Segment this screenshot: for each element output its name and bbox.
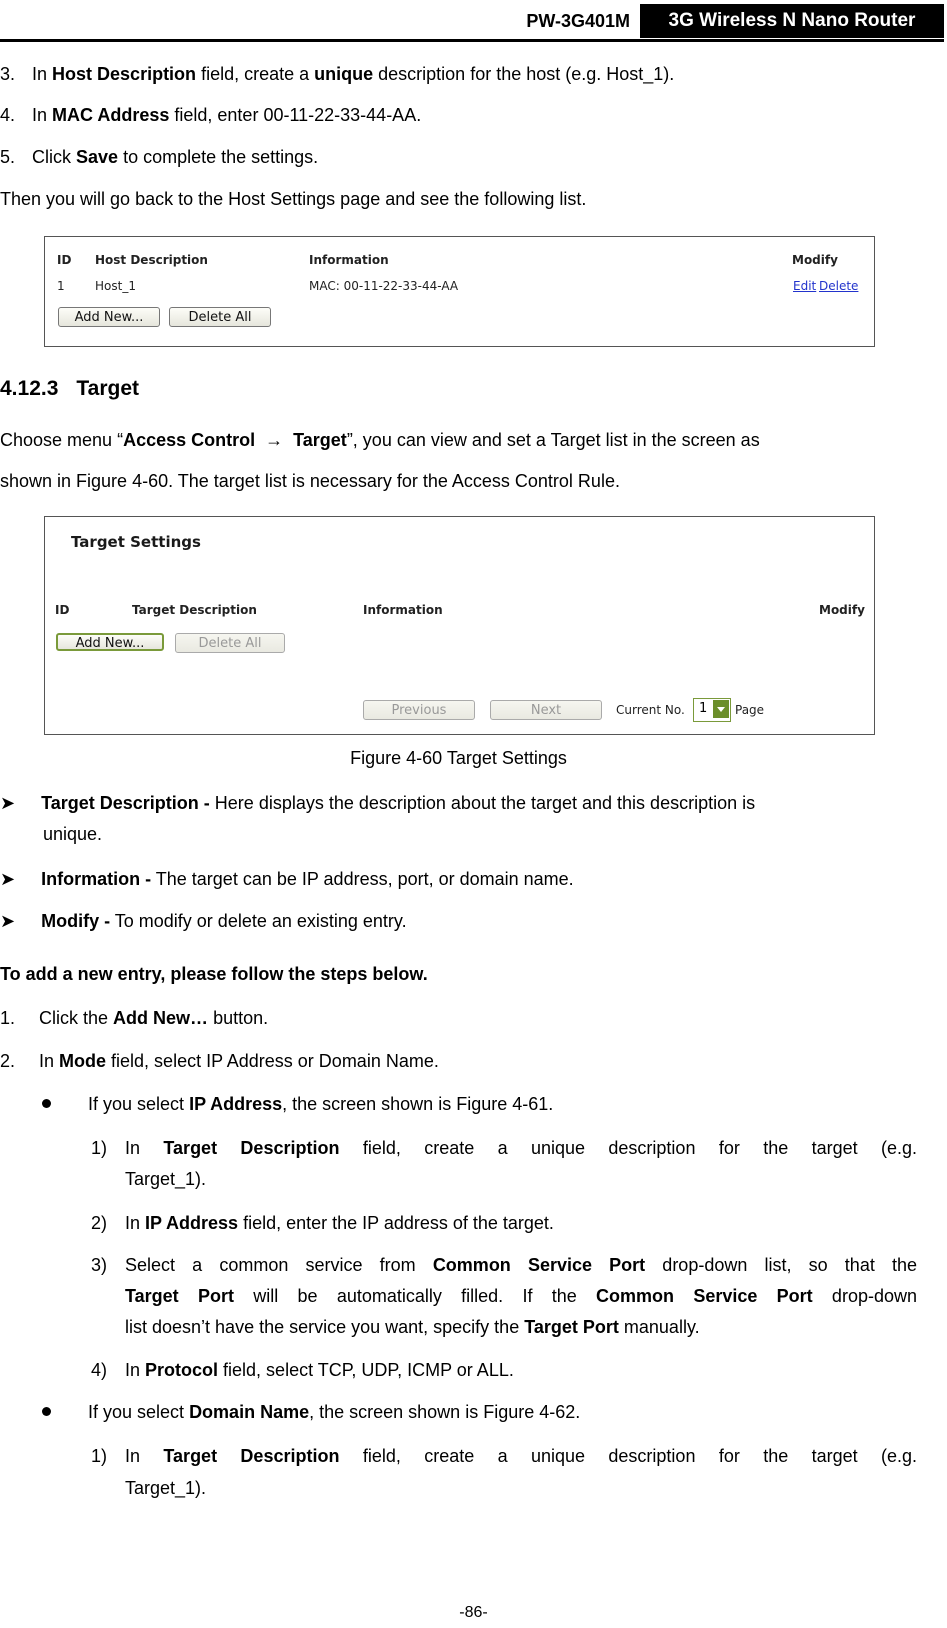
step-2: 2. In Mode field, select IP Address or Domain Name. xyxy=(0,1051,439,1071)
intro-line-1: Choose menu “Access Control → Target”, you can view and set a Target list in the screen as xyxy=(0,430,760,450)
arrow-right-icon: → xyxy=(265,430,284,450)
delete-all-button[interactable]: Delete All xyxy=(175,633,285,653)
ip-step-2-num: 2) xyxy=(91,1213,108,1233)
page-label: Page xyxy=(735,703,765,717)
delete-all-button[interactable]: Delete All xyxy=(169,307,271,327)
current-no-label: Current No. xyxy=(616,703,685,717)
step-1: 1. Click the Add New… button. xyxy=(0,1008,269,1028)
chevron-down-icon xyxy=(713,700,729,718)
ip-step-1-cont: Target_1). xyxy=(125,1169,207,1189)
domain-step-1-cont: Target_1). xyxy=(125,1478,207,1498)
bullet-target-description-cont: unique. xyxy=(43,824,103,844)
page-select-value: 1 xyxy=(699,701,708,716)
col-host-description-header: Host Description xyxy=(95,253,208,267)
col-id-header: ID xyxy=(55,603,70,617)
target-settings-title: Target Settings xyxy=(71,533,201,551)
ip-step-4-num: 4) xyxy=(91,1360,108,1380)
ip-step-3-line-2: Target Port will be automatically filled. If the Common Service Port drop-down xyxy=(125,1286,917,1306)
step-4: 4. In MAC Address field, enter 00-11-22-33-44-AA. xyxy=(0,105,422,125)
edit-link[interactable]: Edit xyxy=(793,279,817,293)
col-modify-header: Modify xyxy=(819,603,865,617)
domain-step-1-num: 1) xyxy=(91,1446,108,1466)
bullet-modify: ➤ Modify - To modify or delete an existing entry. xyxy=(0,911,407,931)
host-list-screenshot xyxy=(44,236,875,347)
bullet-target-description: ➤ Target Description - Here displays the description about the target and this description is xyxy=(0,793,756,813)
col-id-header: ID xyxy=(57,253,72,267)
arrow-bullet-icon: ➤ xyxy=(0,793,16,813)
steps-heading: To add a new entry, please follow the steps below. xyxy=(0,964,428,984)
col-information-header: Information xyxy=(309,253,389,267)
bullet-dot-icon xyxy=(42,1407,51,1416)
ip-step-3-line-1: Select a common service from Common Service Port drop-down list, so that the xyxy=(125,1255,917,1275)
domain-step-1: In Target Description field, create a unique description for the target (e.g. xyxy=(125,1446,917,1466)
bullet-information: ➤ Information - The target can be IP address, port, or domain name. xyxy=(0,869,574,889)
col-information-header: Information xyxy=(363,603,443,617)
row-id: 1 xyxy=(57,279,65,293)
header-title: 3G Wireless N Nano Router xyxy=(640,4,944,38)
ip-step-1-num: 1) xyxy=(91,1138,108,1158)
next-button[interactable]: Next xyxy=(490,700,602,720)
row-information: MAC: 00-11-22-33-44-AA xyxy=(309,279,459,293)
row-host-description: Host_1 xyxy=(95,279,136,293)
domain-name-bullet: If you select Domain Name, the screen shown is Figure 4-62. xyxy=(88,1402,581,1422)
delete-link[interactable]: Delete xyxy=(819,279,859,293)
step-5: 5. Click Save to complete the settings. xyxy=(0,147,319,167)
arrow-bullet-icon: ➤ xyxy=(0,869,16,889)
bullet-dot-icon xyxy=(42,1099,51,1108)
target-settings-screenshot xyxy=(44,516,875,735)
ip-step-3-num: 3) xyxy=(91,1255,108,1275)
arrow-bullet-icon: ➤ xyxy=(0,911,16,931)
ip-step-4: In Protocol field, select TCP, UDP, ICMP or ALL. xyxy=(125,1360,514,1380)
section-heading: 4.12.3 Target xyxy=(0,377,140,400)
figure-caption: Figure 4-60 Target Settings xyxy=(350,748,567,768)
ip-step-3-line-3: list doesn’t have the service you want, specify the Target Port manually. xyxy=(125,1317,700,1337)
ip-step-2: In IP Address field, enter the IP address of the target. xyxy=(125,1213,554,1233)
add-new-button[interactable]: Add New... xyxy=(56,633,164,651)
intro-line-2: shown in Figure 4-60. The target list is necessary for the Access Control Rule. xyxy=(0,471,620,491)
ip-step-1: In Target Description field, create a unique description for the target (e.g. xyxy=(125,1138,917,1158)
then-text: Then you will go back to the Host Settings page and see the following list. xyxy=(0,189,587,209)
page-number: -86- xyxy=(459,1604,488,1621)
header-rule xyxy=(0,39,944,42)
add-new-button[interactable]: Add New... xyxy=(58,307,160,327)
col-target-description-header: Target Description xyxy=(132,603,257,617)
ip-address-bullet: If you select IP Address, the screen shown is Figure 4-61. xyxy=(88,1094,554,1114)
col-modify-header: Modify xyxy=(792,253,838,267)
previous-button[interactable]: Previous xyxy=(363,700,475,720)
header-model: PW-3G401M xyxy=(526,11,630,31)
step-3: 3. In Host Description field, create a unique description for the host (e.g. Host_1). xyxy=(0,64,675,84)
page-select[interactable] xyxy=(693,698,731,722)
